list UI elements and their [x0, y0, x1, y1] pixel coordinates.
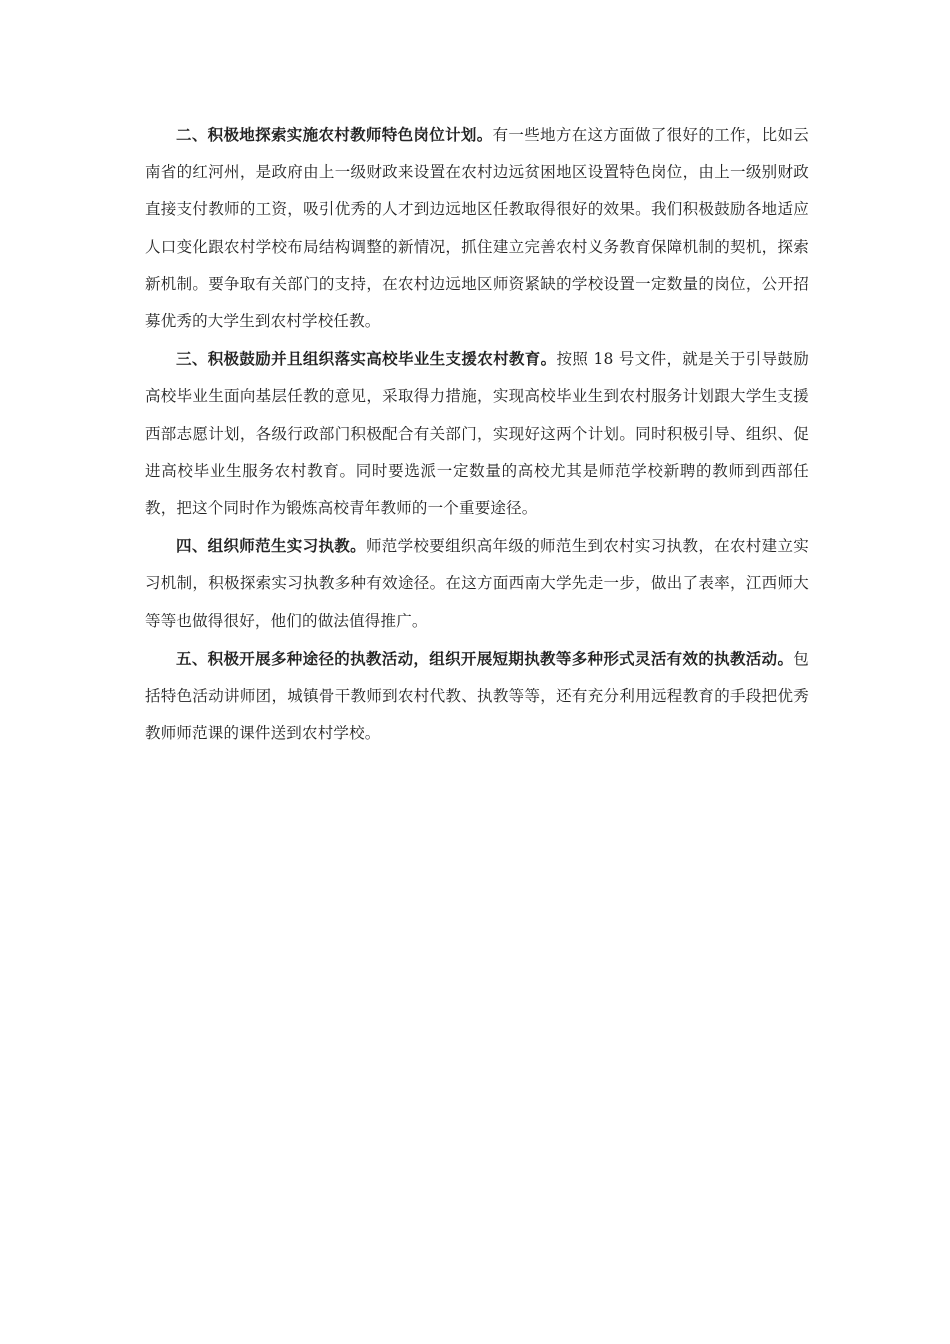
- paragraph-5: [145, 640, 809, 753]
- paragraph-4-text: 师范学校要组织高年级的师范生到农村实习执教，在农村建立实习机制，积极探索实习执教多种有效途径。在这方面西南大学先走一步，做出了表率，江西师大等等也做得很好，他们的做法值得推广。: [145, 537, 809, 630]
- paragraph-5-text: 包括特色活动讲师团，城镇骨干教师到农村代教、执教等等，还有充分利用远程教育的手段把优秀教师师范课的课件送到农村学校。: [145, 649, 809, 743]
- paragraph-4: [145, 527, 809, 640]
- paragraph-3-text: 按照 18 号文件，就是关于引导鼓励高校毕业生面向基层任教的意见，采取得力措施，实现高校毕业生到农村服务计划跟大学生支援西部志愿计划，各级行政部门积极配合有关部门，实现好这两个计划。同时积极引导、组织、促进高校毕业生服务农村教育。同时要选派一定数量的高校尤其是师范学校新聘的教师到西部任教，把这个同时作为锻炼高校青年教师的一个重要途径。: [145, 350, 809, 518]
- document-body: [145, 116, 809, 752]
- paragraph-2-text: 有一些地方在这方面做了很好的工作，比如云南省的红河州，是政府由上一级财政来设置在农村边远贫困地区设置特色岗位，由上一级别财政直接支付教师的工资，吸引优秀的人才到边远地区任教取得很好的效果。我们积极鼓励各地适应人口变化跟农村学校布局结构调整的新情况，抓住建立完善农村义务教育保障机制的契机，探索新机制。要争取有关部门的支持，在农村边远地区师资紧缺的学校设置一定数量的岗位，公开招募优秀的大学生到农村学校任教。: [145, 126, 809, 331]
- paragraph-5-heading: 五、积极开展多种途径的执教活动，组织开展短期执教等多种形式灵活有效的执教活动。: [176, 648, 794, 668]
- paragraph-3-heading: 三、积极鼓励并且组织落实高校毕业生支援农村教育。: [176, 349, 557, 369]
- paragraph-4-heading: 四、组织师范生实习执教。: [176, 536, 366, 556]
- paragraph-2: [145, 116, 809, 340]
- paragraph-2-heading: 二、积极地探索实施农村教师特色岗位计划。: [176, 125, 493, 144]
- paragraph-3: [145, 340, 809, 527]
